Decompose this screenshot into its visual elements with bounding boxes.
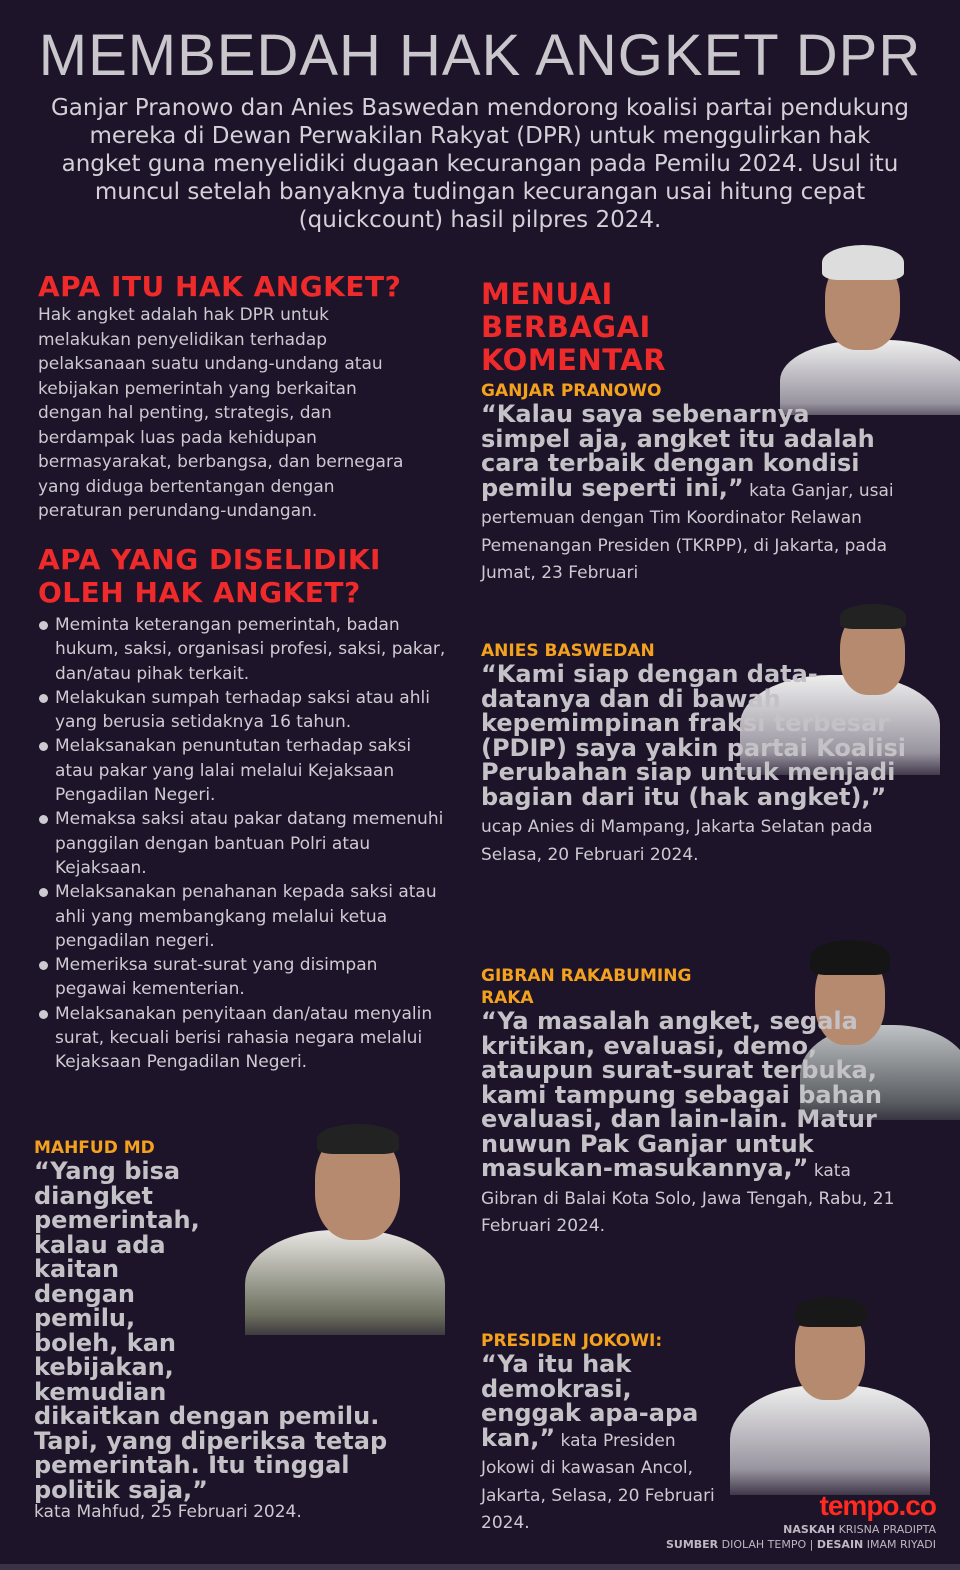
speaker-name: PRESIDEN JOKOWI: <box>481 1331 663 1351</box>
quote-text: “Ya itu hak demokrasi, enggak apa-apa kan,” kata Presiden Jokowi di kawasan Ancol, Jakarta, Selasa, 20 Februari 2024. <box>481 1350 715 1533</box>
speaker-name: GIBRAN RAKABUMING RAKA <box>481 966 692 1008</box>
credit-writer: NASKAH KRISNA PRADIPTA <box>783 1523 936 1536</box>
list-item: Melaksanakan penuntutan terhadap saksi atau pakar yang lalai melalui Kejaksaan Pengadilan Negeri. <box>38 734 448 807</box>
list-item: Memaksa saksi atau pakar datang memenuhi panggilan dengan bantuan Polri atau Kejaksaan. <box>38 807 448 880</box>
speaker-name: GANJAR PRANOWO <box>481 381 662 401</box>
list-item: Meminta keterangan pemerintah, badan hukum, saksi, organisasi profesi, saksi, pakar, dan/atau pihak terkait. <box>38 613 448 686</box>
section-comments <box>481 278 691 377</box>
intro-paragraph: Ganjar Pranowo dan Anies Baswedan mendorong koalisi partai pendukung mereka di Dewan Perwakilan Rakyat (DPR) untuk menggulirkan hak angket guna menyelidiki dugaan kecurangan pada Pemilu 2024. Usul itu muncul setelah banyaknya tudingan kecurangan usai hitung cepat (quickcount) hasil pilpres 2024. <box>50 95 909 233</box>
list-item: Memeriksa surat-surat yang disimpan pegawai kementerian. <box>38 953 448 1002</box>
quote-gibran <box>481 965 921 1239</box>
page-title: MEMBEDAH HAK ANGKET DPR <box>38 23 922 88</box>
photo-wrap-spacer <box>204 1159 434 1404</box>
quote-text: “Ya masalah angket, segala kritikan, evaluasi, demo, ataupun surat-surat terbuka, kami tampung sebagai bahan evaluasi, dan lain-lain. Matur nuwun Pak Ganjar untuk masukan-masukannya,” kata Gibran di Balai Kota Solo, Jawa Tengah, Rabu, 21 Februari 2024. <box>481 1007 895 1236</box>
section-what-is <box>38 270 448 524</box>
speaker-name: ANIES BASWEDAN <box>481 641 655 661</box>
section-heading: MENUAI BERBAGAI KOMENTAR <box>481 277 667 377</box>
speaker-name: MAHFUD MD <box>34 1138 155 1158</box>
list-item: Melaksanakan penahanan kepada saksi atau ahli yang membangkang melalui ketua pengadilan negeri. <box>38 880 448 953</box>
section-heading: APA YANG DISELIDIKI OLEH HAK ANGKET? <box>38 543 381 609</box>
list-item: Melaksanakan penyitaan dan/atau menyalin surat, kecuali berisi rahasia negara melalui Kejaksaan Pengadilan Negeri. <box>38 1002 448 1075</box>
list-item: Melakukan sumpah terhadap saksi atau ahli yang berusia setidaknya 16 tahun. <box>38 686 448 735</box>
section-investigated <box>38 543 448 1075</box>
quote-attribution: kata Mahfud, 25 Februari 2024. <box>34 1502 302 1522</box>
quote-body: “Yang bisa diangket pemerintah, kalau ada kaitan dengan pemilu, boleh, kan kebijakan, kemudian dikaitkan dengan pemilu. Tapi, yang diperiksa tetap pemerintah. Itu tinggal politik saja,” <box>34 1157 388 1504</box>
section-heading: APA ITU HAK ANGKET? <box>38 270 402 303</box>
investigation-list <box>38 613 448 1075</box>
credit-source-design: SUMBER DIOLAH TEMPO | DESAIN IMAM RIYADI <box>665 1538 936 1551</box>
quote-anies <box>481 640 921 867</box>
jokowi-photo <box>725 1295 935 1495</box>
quote-text: “Kami siap dengan data-datanya dan di bawah kepemimpinan fraksi terbesar (PDIP) saya yakin partai Koalisi Perubahan siap untuk menjadi bagian dari itu (hak angket),” ucap Anies di Mampang, Jakarta Selatan pada Selasa, 20 Februari 2024. <box>481 660 907 865</box>
tempo-logo: tempo.co <box>819 1490 936 1521</box>
quote-ganjar <box>481 380 921 586</box>
bottom-border <box>0 1564 960 1570</box>
section-body: Hak angket adalah hak DPR untuk melakukan penyelidikan terhadap pelaksanaan suatu undang-undang atau kebijakan pemerintah yang berkaitan dengan hal penting, strategis, dan berdampak luas pada kehidupan bermasyarakat, berbangsa, dan bernegara yang diduga bertentangan dengan peraturan perundang-undangan. <box>38 305 404 521</box>
quote-text: “Kalau saya sebenarnya simpel aja, angket itu adalah cara terbaik dengan kondisi pemilu seperti ini,” kata Ganjar, usai pertemuan dengan Tim Koordinator Relawan Pemenangan Presiden (TKRPP), di Jakarta, pada Jumat, 23 Februari <box>481 400 894 583</box>
credits <box>666 1490 936 1552</box>
quote-mahfud <box>34 1137 434 1522</box>
quote-text <box>34 1159 434 1502</box>
